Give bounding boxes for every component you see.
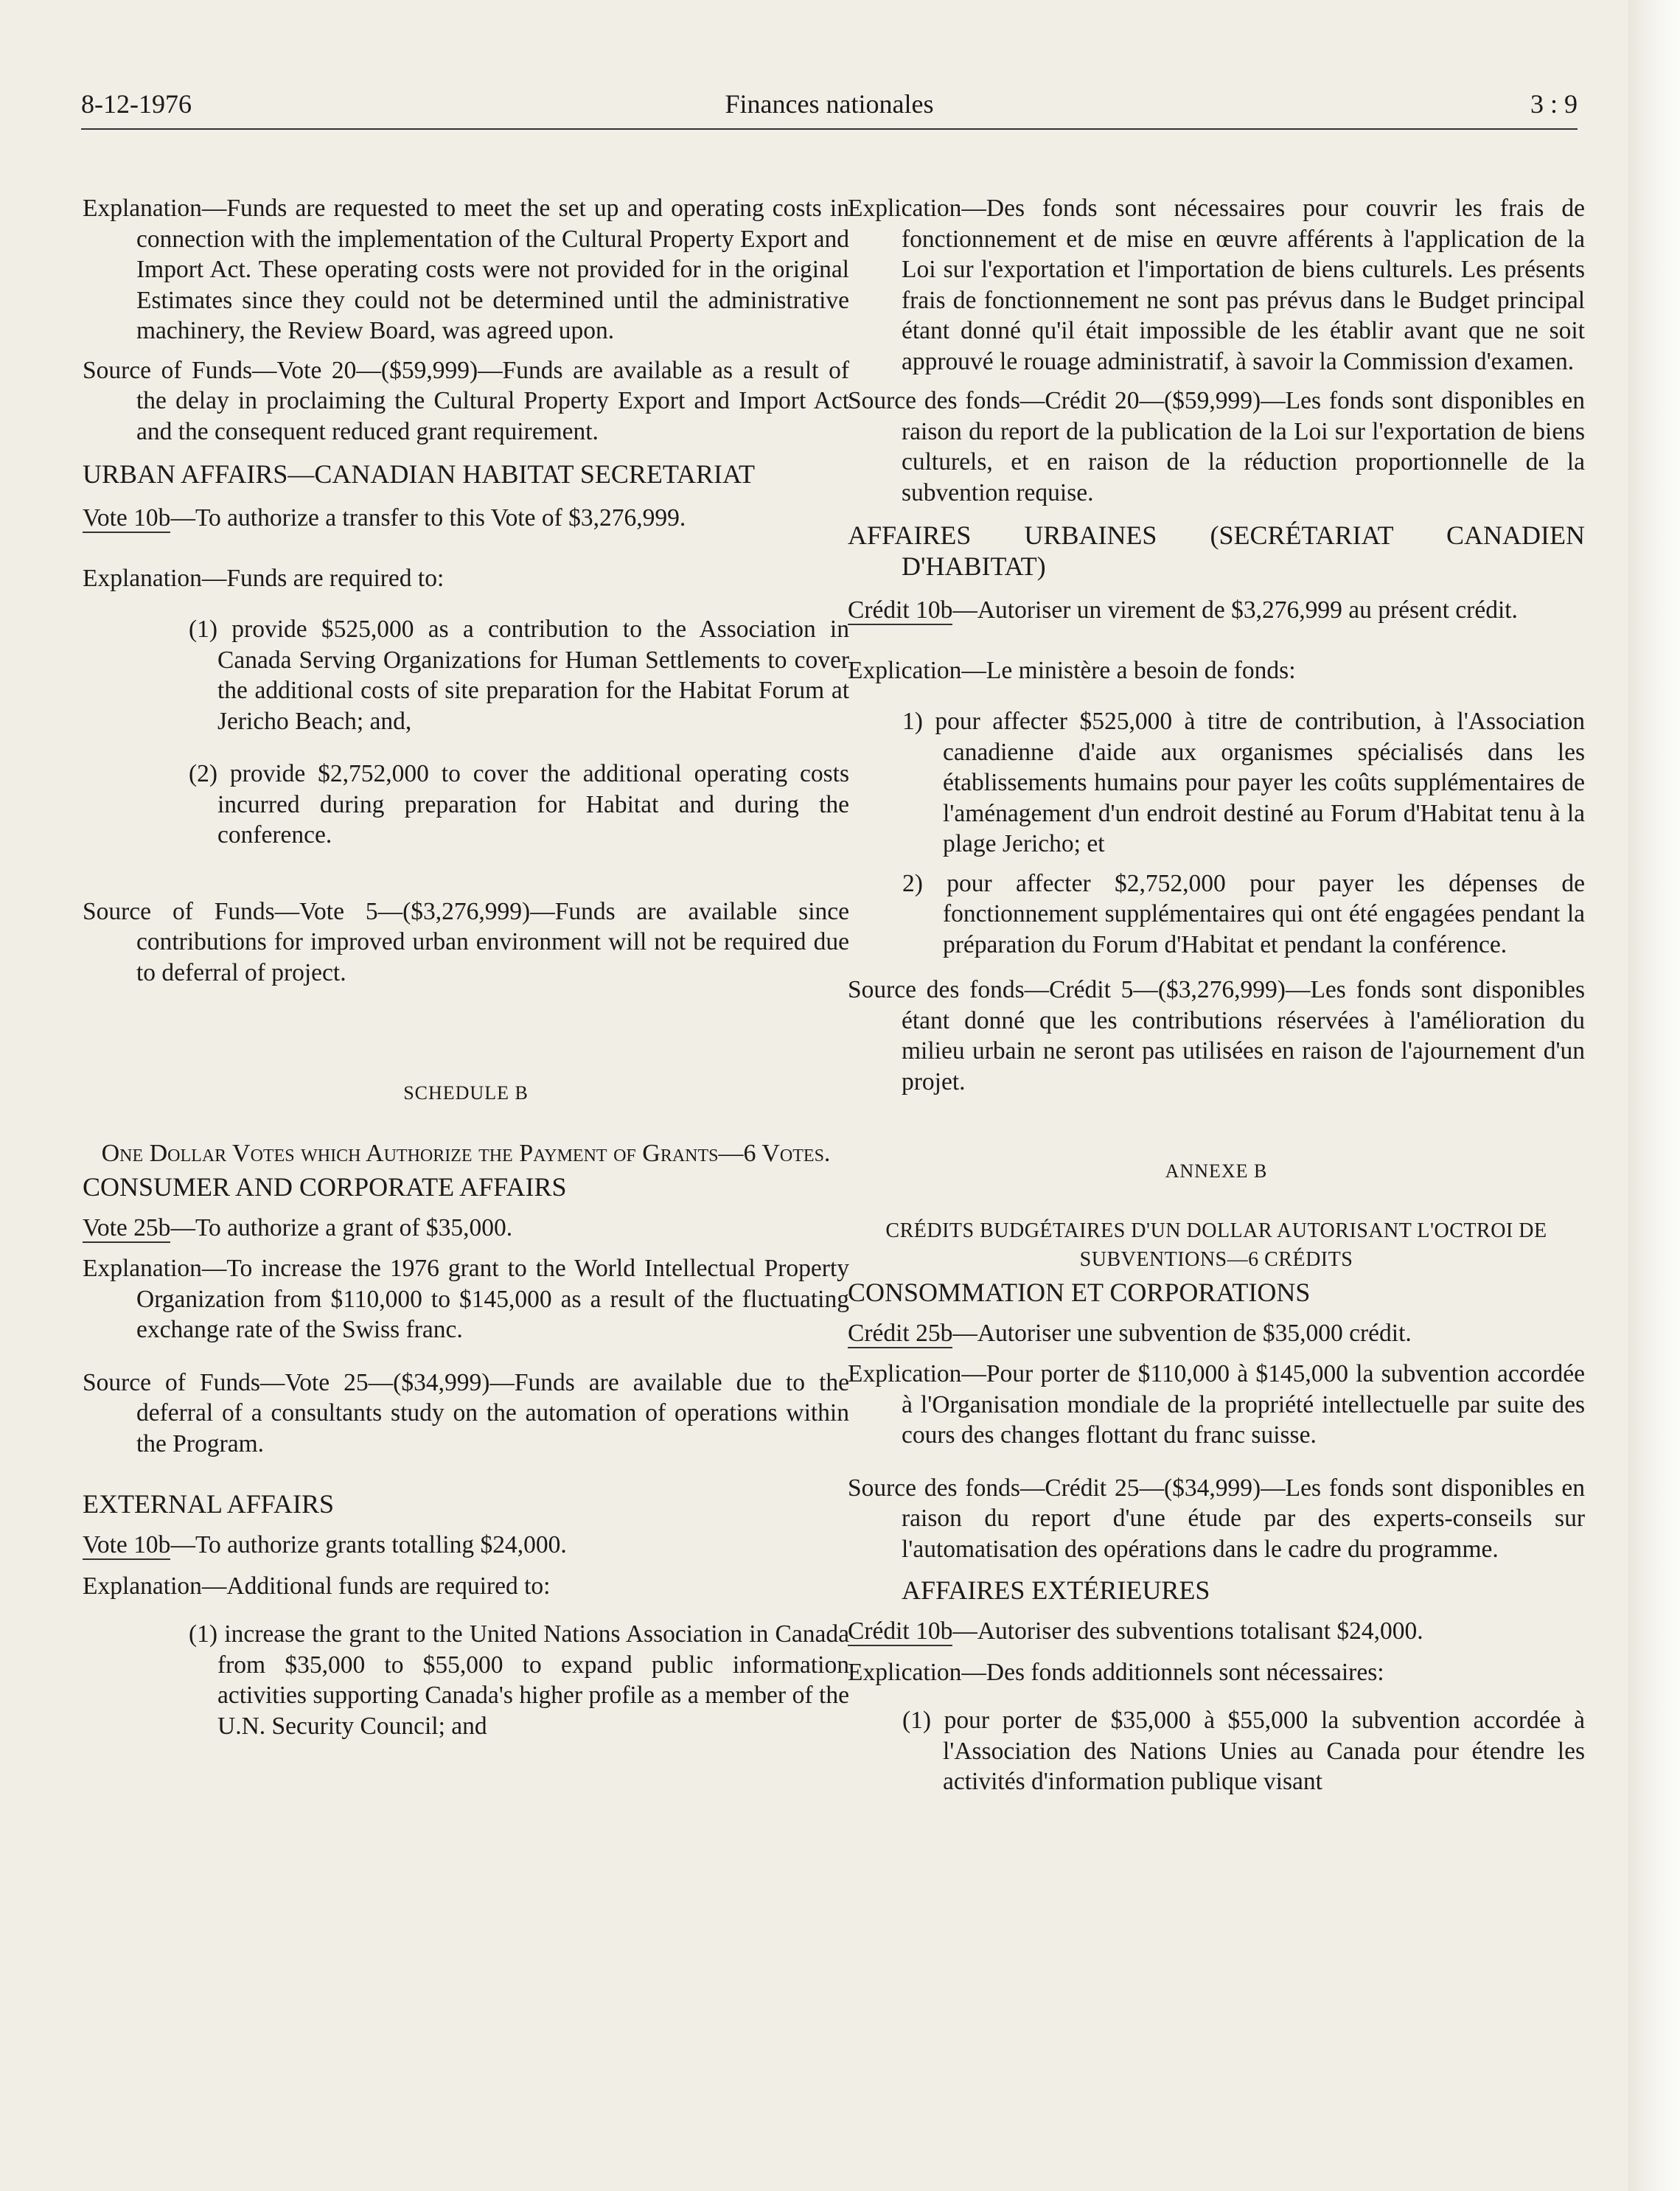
explication-urbain: Explication—Le ministère a besoin de fonds: xyxy=(848,656,1296,684)
explanation-wipo: Explanation—To increase the 1976 grant to the World Intellectual Property Organization from $110,000 to $145,000 as a result of the fluctuating exchange rate of the Swiss franc. xyxy=(83,1255,849,1343)
french-column xyxy=(848,193,1585,1797)
page-header xyxy=(81,83,1578,130)
explanation-external: Explanation—Additional funds are required to: xyxy=(83,1572,551,1600)
header-page-number: 3 : 9 xyxy=(1530,89,1578,119)
list-item: (2) provide $2,752,000 to cover the additional operating costs incurred during preparation for Habitat and during the conference. xyxy=(189,760,849,849)
vote-text: —Autoriser des subventions totalisant $24,000. xyxy=(952,1617,1423,1645)
list-item: (1) increase the grant to the United Nations Association in Canada from $35,000 to $55,000 to expand public information activities supporting Canada's higher profile as a member of the U.N. Security Council; and xyxy=(189,1620,849,1740)
vote-25b xyxy=(83,1213,849,1244)
credit-25b xyxy=(848,1318,1585,1349)
schedule-label: ANNEXE B xyxy=(1165,1160,1268,1182)
list-item: (1) pour porter de $35,000 à $55,000 la subvention accordée à l'Association des Nations Unies au Canada pour étendre les activités d'information publique visant xyxy=(902,1707,1585,1795)
list-item: 2) pour affecter $2,752,000 pour payer les dépenses de fonctionnement supplémentaires qui ont été engagées pendant la préparation du Forum d'Habitat et pendant la conférence. xyxy=(902,869,1585,958)
vote-text: —To authorize grants totalling $24,000. xyxy=(170,1531,567,1558)
heading-affaires-exterieures: AFFAIRES EXTÉRIEURES xyxy=(902,1575,1210,1605)
vote-10b-external xyxy=(83,1530,849,1561)
source-of-funds-vote-20: Source of Funds—Vote 20—($59,999)—Funds are available as a result of the delay in proclaiming the Cultural Property Export and Import Act and the consequent reduced grant requirement. xyxy=(83,356,849,445)
header-title: Finances nationales xyxy=(725,89,934,119)
schedule-title: CRÉDITS BUDGÉTAIRES D'UN DOLLAR AUTORISANT L'OCTROI DE SUBVENTIONS—6 CRÉDITS xyxy=(885,1219,1547,1271)
source-of-funds-vote-5: Source of Funds—Vote 5—($3,276,999)—Funds are available since contributions for improved urban environment will not be required due to deferral of project. xyxy=(83,897,849,986)
heading-consommation: CONSOMMATION ET CORPORATIONS xyxy=(848,1277,1311,1307)
list-item: 1) pour affecter $525,000 à titre de contribution, à l'Association canadienne d'aide aux organismes spécialisés dans les établissements humains pour payer les coûts supplémentaires de l'aménagement d'un endroit destiné au Forum d'Habitat tenu à la plage Jericho; et xyxy=(902,708,1585,857)
explication-exterieur: Explication—Des fonds additionnels sont nécessaires: xyxy=(848,1658,1384,1686)
source-des-fonds-credit-20: Source des fonds—Crédit 20—($59,999)—Les fonds sont disponibles en raison du report de la publication de la Loi sur l'exportation de biens culturels, et en raison de la réduction proportionnelle de la subvention requise. xyxy=(848,387,1585,506)
vote-label: Crédit 10b xyxy=(848,1617,953,1645)
vote-label: Vote 10b xyxy=(83,504,171,532)
explication-ompi: Explication—Pour porter de $110,000 à $145,000 la subvention accordée à l'Organisation mondiale de la propriété intellectuelle par suite des cours des changes flottant du franc suisse. xyxy=(848,1360,1585,1449)
explanation-urban: Explanation—Funds are required to: xyxy=(83,564,445,592)
source-of-funds-vote-25: Source of Funds—Vote 25—($34,999)—Funds are available due to the deferral of a consultants study on the automation of operations within the Program. xyxy=(83,1368,849,1457)
vote-text: —To authorize a transfer to this Vote of $3,276,999. xyxy=(170,504,686,532)
vote-label: Vote 10b xyxy=(83,1531,171,1558)
vote-text: —To authorize a grant of $35,000. xyxy=(170,1213,513,1241)
heading-consumer-affairs: CONSUMER AND CORPORATE AFFAIRS xyxy=(83,1171,567,1202)
source-des-fonds-credit-25: Source des fonds—Crédit 25—($34,999)—Les fonds sont disponibles en raison du report d'une étude par des experts-conseils sur l'automatisation des opérations dans le cadre du programme. xyxy=(848,1474,1585,1563)
explanation-cultural-property: Explanation—Funds are requested to meet the set up and operating costs in connection with the implementation of the Cultural Property Export and Import Act. These operating costs were not provided for in the original Estimates since they could not be determined until the administrative machinery, the Review Board, was agreed upon. xyxy=(83,195,849,344)
heading-urban-affairs: URBAN AFFAIRS—CANADIAN HABITAT SECRETARIAT xyxy=(83,459,755,489)
vote-10b-urban xyxy=(83,503,849,534)
english-column xyxy=(83,193,849,1741)
heading-external-affairs: EXTERNAL AFFAIRS xyxy=(83,1489,335,1519)
schedule-label: SCHEDULE B xyxy=(403,1082,529,1104)
schedule-title: One Dollar Votes which Authorize the Payment of Grants—6 Votes. xyxy=(101,1139,831,1167)
credit-10b-exterieur xyxy=(848,1616,1585,1647)
vote-label: Vote 25b xyxy=(83,1213,171,1241)
header-date: 8-12-1976 xyxy=(81,89,192,119)
explication-biens-culturels: Explication—Des fonds sont nécessaires pour couvrir les frais de fonctionnement et de mise en œuvre afférents à l'application de la Loi sur l'exportation et l'importation de biens culturels. Les présents frais de fonctionnement ne sont pas prévus dans le Budget principal étant donné qu'il était impossible de les établir avant que ne soit approuvé le rouage administratif, à savoir la Commission d'examen. xyxy=(848,195,1585,375)
vote-text: —Autoriser une subvention de $35,000 crédit. xyxy=(952,1319,1412,1347)
page-edge xyxy=(1628,0,1680,2191)
heading-affaires-urbaines: AFFAIRES URBAINES (SECRÉTARIAT CANADIEN D'HABITAT) xyxy=(848,520,1585,581)
vote-label: Crédit 10b xyxy=(848,596,953,624)
credit-10b-urbain xyxy=(848,595,1585,626)
vote-text: —Autoriser un virement de $3,276,999 au présent crédit. xyxy=(952,596,1518,624)
source-des-fonds-credit-5: Source des fonds—Crédit 5—($3,276,999)—Les fonds sont disponibles étant donné que les contributions réservées à l'amélioration du milieu urbain ne seront pas utilisées en raison de l'ajournement d'un projet. xyxy=(848,976,1585,1096)
vote-label: Crédit 25b xyxy=(848,1319,953,1347)
list-item: (1) provide $525,000 as a contribution to the Association in Canada Serving Organizations for Human Settlements to cover the additional costs of site preparation for the Habitat Forum at Jericho Beach; and, xyxy=(189,616,849,735)
